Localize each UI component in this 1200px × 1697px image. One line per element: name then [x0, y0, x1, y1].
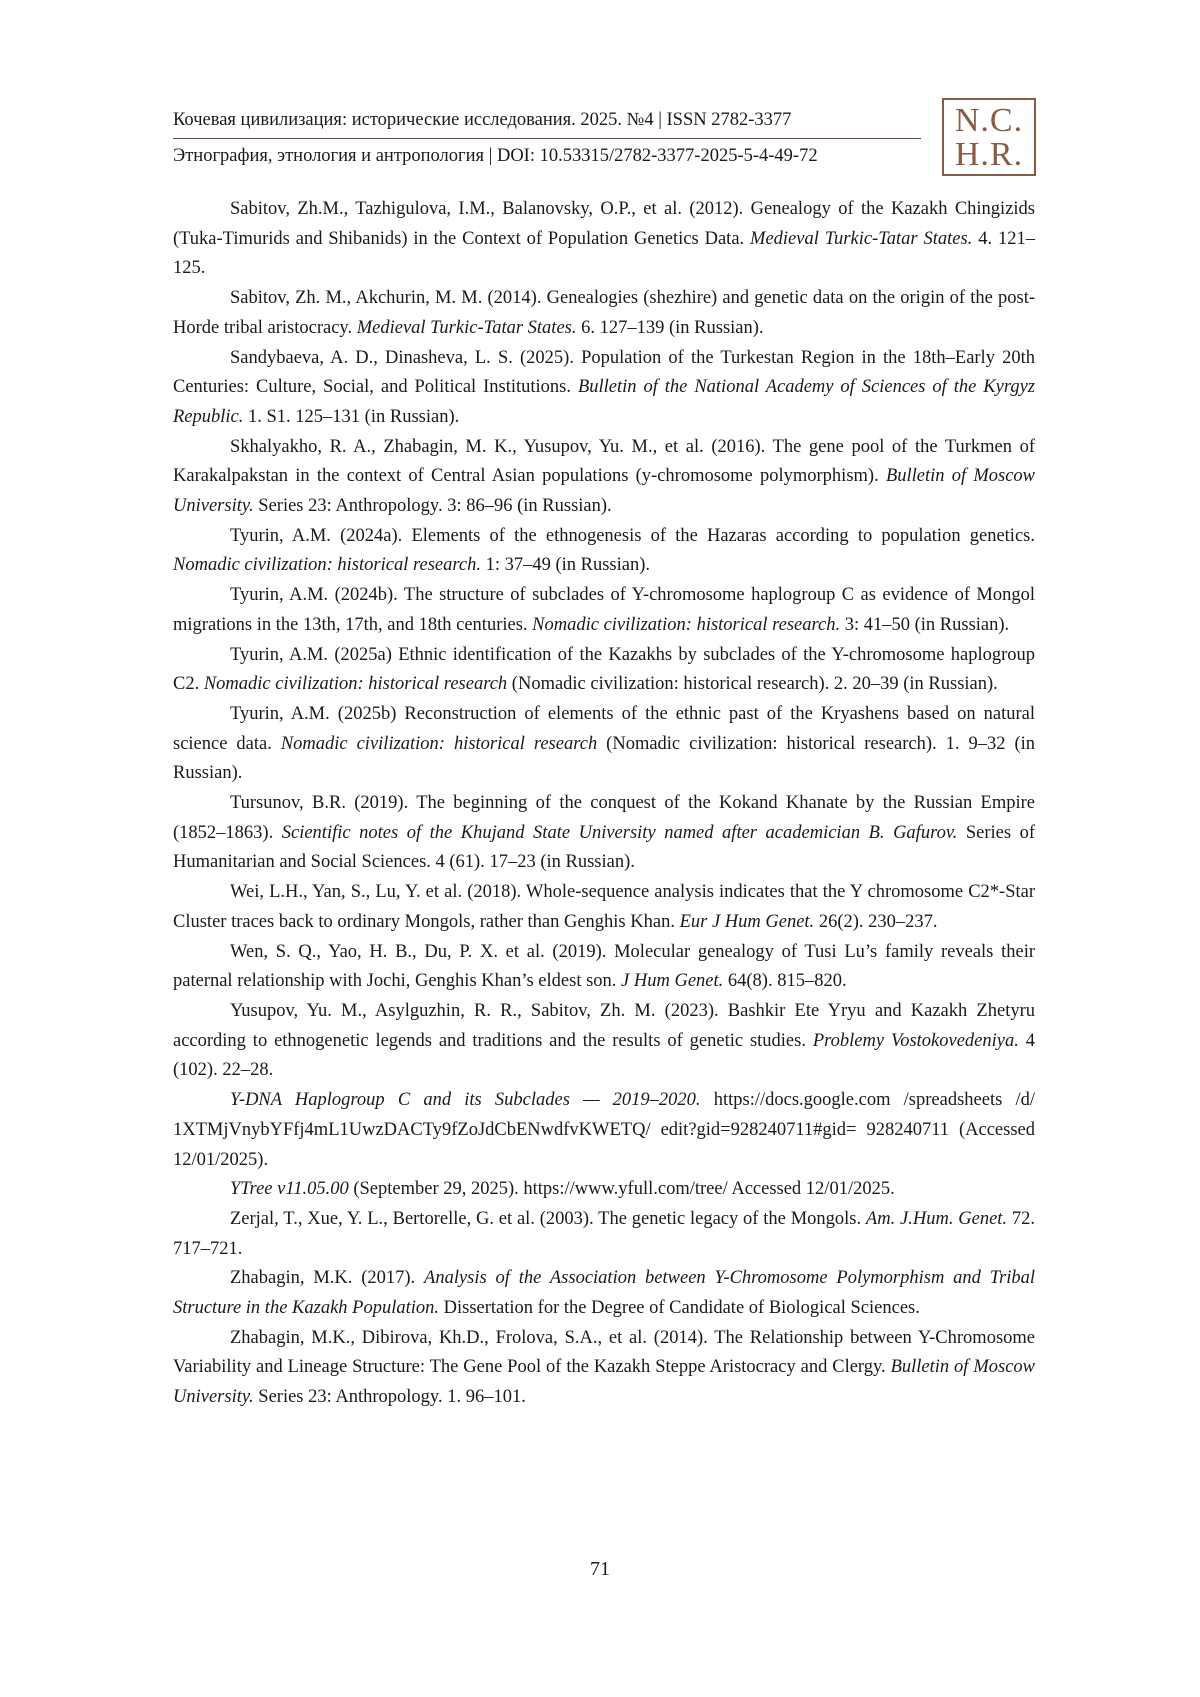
- reference-text: 72. 717–721.: [173, 1208, 1035, 1259]
- reference-text: https://docs.google.com /spreadsheets /d/ 1XTMjVnybYFfj4mL1UwzDACTy9fZoJdCbENwdfvKWETQ/ edit?gid=928240711#gid= 928240711 (Accessed 12/01/2025).: [173, 1090, 1035, 1170]
- reference-text: (September 29, 2025). https://www.yfull.com/tree/ Accessed 12/01/2025.: [348, 1179, 895, 1200]
- reference-source-title: Bulletin of the National Academy of Sciences of the Kyrgyz Republic.: [173, 377, 1035, 427]
- reference-text: Sandybaeva, A. D., Dinasheva, L. S. (2025). Population of the Turkestan Region in the 18th–Early 20th Centuries: Culture, Social, and Political Institutions.: [173, 347, 1035, 398]
- reference-source-title: Y-DNA Haplogroup C and its Subclades — 2019–2020.: [230, 1090, 701, 1111]
- reference-entry: [173, 581, 1035, 640]
- page-number: 71: [590, 1558, 610, 1580]
- section-doi-line: Этнография, этнология и антропология | DOI: 10.53315/2782-3377-2025-5-4-49-72: [173, 146, 818, 166]
- reference-source-title: Problemy Vostokovedeniya.: [812, 1030, 1019, 1051]
- reference-text: (Nomadic civilization: historical research). 1. 9–32 (in Russian).: [173, 733, 1036, 784]
- reference-entry: [173, 1205, 1035, 1264]
- reference-entry: [173, 700, 1035, 789]
- reference-text: 1: 37–49 (in Russian).: [480, 555, 651, 576]
- reference-entry: [173, 284, 1035, 343]
- reference-text: Sabitov, Zh. M., Akchurin, M. M. (2014). Genealogies (shezhire) and genetic data on the origin of the post-Horde tribal aristocracy.: [173, 288, 1035, 338]
- reference-text: Zhabagin, M.K., Dibirova, Kh.D., Frolova, S.A., et al. (2014). The Relationship between Y-Chromosome Variability and Lineage Structure: The Gene Pool of the Kazakh Steppe Aristocracy and Clergy.: [173, 1327, 1035, 1378]
- reference-entry: [173, 878, 1035, 937]
- reference-text: 26(2). 230–237.: [814, 911, 938, 932]
- reference-text: 4. 121–125.: [173, 228, 1035, 279]
- running-header: [173, 108, 921, 168]
- reference-text: Tursunov, B.R. (2019). The beginning of the conquest of the Kokand Khanate by the Russian Empire (1852–1863).: [173, 793, 1035, 843]
- reference-entry: [173, 938, 1035, 997]
- logo-top-text: N.C.: [954, 102, 1024, 139]
- journal-title-line: Кочевая цивилизация: исторические исследования. 2025. №4 | ISSN 2782-3377: [173, 108, 921, 139]
- logo-bottom-text: H.R.: [954, 136, 1024, 173]
- reference-entry: [173, 1086, 1035, 1175]
- reference-text: 64(8). 815–820.: [723, 971, 847, 992]
- reference-entry: [173, 997, 1035, 1086]
- reference-text: Tyurin, A.M. (2025b) Reconstruction of elements of the ethnic past of the Kryashens based on natural science data.: [173, 703, 1035, 754]
- reference-text: Zerjal, T., Xue, Y. L., Bertorelle, G. et al. (2003). The genetic legacy of the Mongols.: [230, 1208, 866, 1229]
- reference-text: Tyurin, A.M. (2024b). The structure of subclades of Y-chromosome haplogroup C as evidence of Mongol migrations in the 13th, 17th, and 18th centuries.: [173, 585, 1035, 635]
- reference-entry: [173, 433, 1035, 522]
- reference-text: Wen, S. Q., Yao, H. B., Du, P. X. et al. (2019). Molecular genealogy of Tusi Lu’s family reveals their paternal relationship with Jochi, Genghis Khan’s eldest son.: [173, 941, 1035, 992]
- reference-text: Tyurin, A.M. (2025a) Ethnic identification of the Kazakhs by subclades of the Y-chromosome haplogroup C2.: [173, 644, 1035, 695]
- reference-text: 1. S1. 125–131 (in Russian).: [243, 406, 460, 427]
- reference-text: (Nomadic civilization: historical research). 2. 20–39 (in Russian).: [507, 674, 998, 695]
- reference-source-title: Nomadic civilization: historical research: [280, 733, 598, 754]
- reference-source-title: Analysis of the Association between Y-Chromosome Polymorphism and Tribal Structure in the Kazakh Population.: [173, 1268, 1035, 1319]
- reference-text: Skhalyakho, R. A., Zhabagin, M. K., Yusupov, Yu. M., et al. (2016). The gene pool of the Turkmen of Karakalpakstan in the context of Central Asian populations (y-chromosome polymorphism).: [173, 436, 1035, 487]
- reference-entry: [173, 195, 1035, 284]
- reference-entry: [173, 641, 1035, 700]
- reference-entry: [173, 1264, 1035, 1323]
- reference-source-title: Nomadic civilization: historical research.: [173, 555, 481, 576]
- reference-text: Series of Humanitarian and Social Sciences. 4 (61). 17–23 (in Russian).: [173, 822, 1036, 873]
- reference-text: Series 23: Anthropology. 1. 96–101.: [253, 1387, 526, 1408]
- reference-entry: [173, 344, 1035, 433]
- reference-text: Sabitov, Zh.M., Tazhigulova, I.M., Balanovsky, O.P., et al. (2012). Genealogy of the Kazakh Chingizids (Tuka-Timurids and Shibanids) in the Context of Population Genetics Data.: [173, 199, 1035, 249]
- reference-source-title: Scientific notes of the Khujand State University named after academician B. Gafurov.: [281, 822, 958, 843]
- reference-entry: [173, 789, 1035, 878]
- reference-source-title: Nomadic civilization: historical research.: [532, 614, 841, 635]
- reference-text: Dissertation for the Degree of Candidate of Biological Sciences.: [439, 1298, 920, 1319]
- journal-logo: [942, 98, 1036, 176]
- reference-source-title: Am. J.Hum. Genet.: [865, 1208, 1008, 1229]
- reference-text: 6. 127–139 (in Russian).: [576, 317, 764, 338]
- reference-source-title: Medieval Turkic-Tatar States.: [356, 317, 577, 338]
- reference-text: 3: 41–50 (in Russian).: [840, 614, 1010, 635]
- reference-source-title: J Hum Genet.: [621, 971, 724, 992]
- reference-entry: [173, 1175, 1035, 1205]
- reference-source-title: Nomadic civilization: historical research: [203, 674, 508, 695]
- reference-source-title: Medieval Turkic-Tatar States.: [750, 228, 973, 249]
- reference-text: Yusupov, Yu. M., Asylguzhin, R. R., Sabitov, Zh. M. (2023). Bashkir Ete Yryu and Kazakh Zhetyru according to ethnogenetic legends and traditions and the results of genetic studies.: [173, 1000, 1035, 1051]
- reference-text: Tyurin, A.M. (2024a). Elements of the ethnogenesis of the Hazaras according to population genetics.: [230, 525, 1035, 546]
- reference-entry: [173, 522, 1035, 581]
- reference-source-title: Eur J Hum Genet.: [679, 911, 815, 932]
- reference-list: [173, 195, 1035, 1413]
- reference-source-title: Bulletin of Moscow University.: [173, 1357, 1035, 1408]
- reference-entry: [173, 1324, 1035, 1413]
- reference-source-title: Bulletin of Moscow University.: [173, 466, 1036, 517]
- reference-text: 4 (102). 22–28.: [173, 1030, 1035, 1081]
- reference-source-title: YTree v11.05.00: [230, 1179, 349, 1200]
- reference-text: Zhabagin, M.K. (2017).: [230, 1268, 425, 1289]
- reference-text: Wei, L.H., Yan, S., Lu, Y. et al. (2018). Whole-sequence analysis indicates that the Y chromosome C2*-Star Cluster traces back to ordinary Mongols, rather than Genghis Khan.: [173, 882, 1035, 932]
- reference-text: Series 23: Anthropology. 3: 86–96 (in Russian).: [253, 496, 612, 517]
